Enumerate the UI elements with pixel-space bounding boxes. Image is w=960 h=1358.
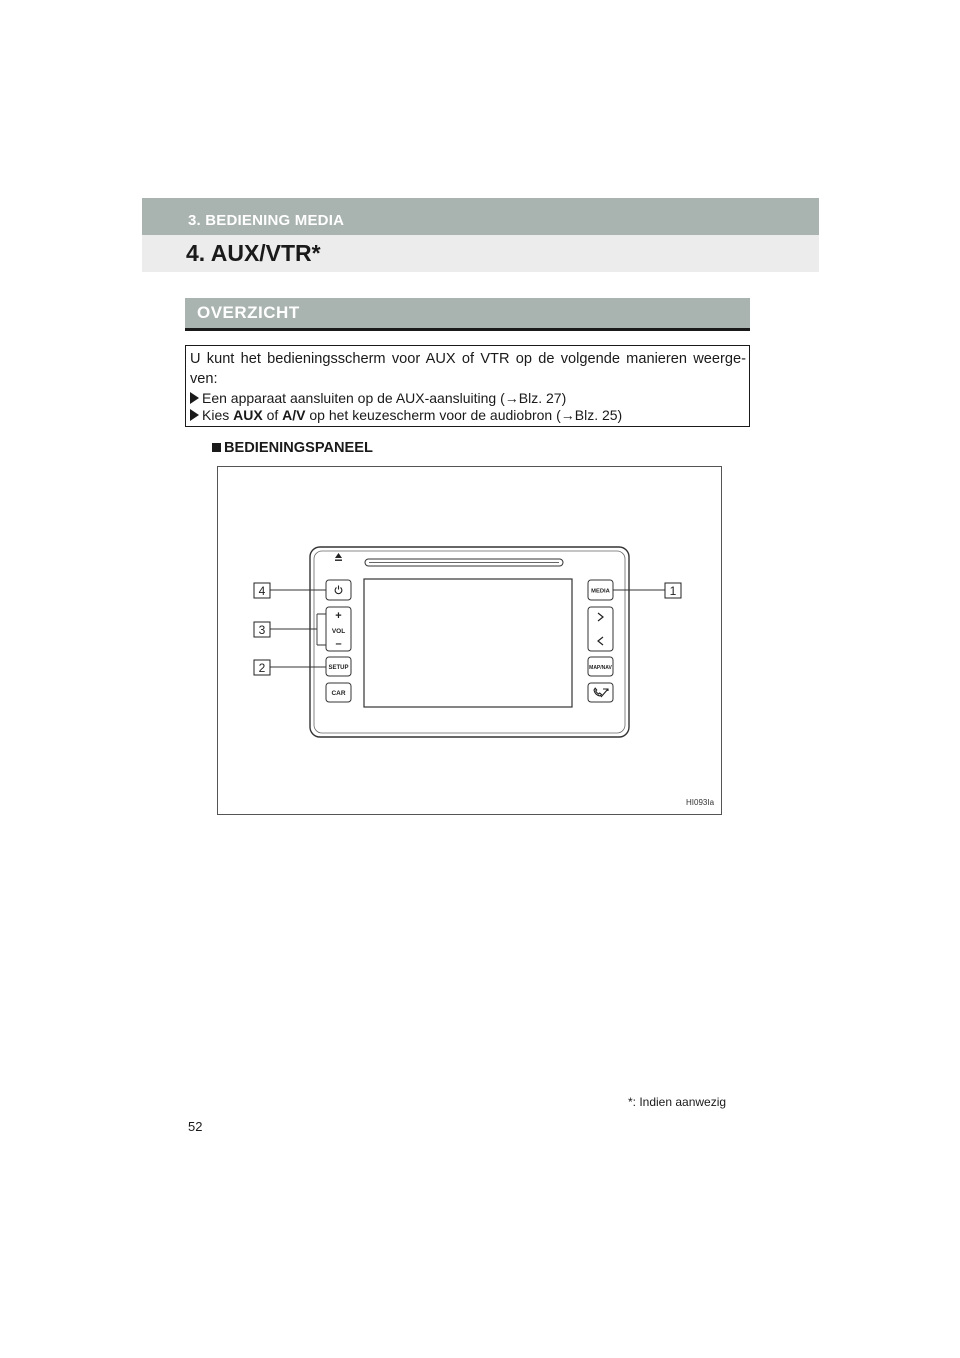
- section-header-bar: [142, 198, 819, 235]
- overview-intro: U kunt het bedieningsscherm voor AUX of VTR op de volgende manieren weerge-ven:: [190, 351, 746, 387]
- overview-bullet-2: [190, 407, 622, 424]
- control-panel-figure: [217, 466, 722, 815]
- bullet-2-text-mid: of: [262, 407, 283, 423]
- bullet-2-text-pre: Kies: [202, 407, 234, 423]
- callout-3-label: 3: [258, 623, 266, 637]
- overview-heading-bar: [185, 298, 750, 331]
- media-label: MEDIA: [591, 588, 610, 595]
- seek-rocker: [588, 607, 613, 651]
- map-nav-label: MAP/NAV: [589, 665, 612, 671]
- section-title: 3. BEDIENING MEDIA: [188, 212, 345, 229]
- overview-bullet-1: [190, 390, 566, 407]
- panel-heading: BEDIENINGSPANEEL: [224, 440, 373, 456]
- page-number: 52: [188, 1119, 203, 1134]
- triangle-bullet-icon: [190, 409, 199, 421]
- car-label: CAR: [331, 690, 346, 697]
- chapter-header-bar: [142, 235, 819, 272]
- setup-label: SETUP: [328, 665, 349, 671]
- vol-minus-label: –: [335, 638, 342, 650]
- figure-id: HI093Ia: [686, 798, 715, 807]
- display-screen: [364, 579, 572, 707]
- control-panel-illustration: [218, 467, 721, 814]
- callout-2-label: 2: [258, 661, 266, 675]
- power-button: [326, 580, 351, 600]
- phone-button: [588, 683, 613, 702]
- chapter-title: 4. AUX/VTR*: [186, 240, 321, 266]
- overview-heading: OVERZICHT: [197, 303, 300, 322]
- callout-4-label: 4: [258, 584, 266, 598]
- bullet-2-bold-aux: AUX: [233, 407, 263, 423]
- vol-label: VOL: [331, 628, 346, 635]
- triangle-bullet-icon: [190, 392, 199, 404]
- bullet-2-text-post: op het keuzescherm voor de audiobron (→Blz. 25): [305, 407, 623, 423]
- overview-box: [185, 345, 750, 427]
- bullet-2-bold-av: A/V: [282, 407, 306, 423]
- footnote: *: Indien aanwezig: [628, 1095, 727, 1109]
- vol-plus-label: +: [335, 610, 342, 622]
- callout-1-label: 1: [669, 584, 677, 598]
- subheading-square-icon: [212, 443, 221, 452]
- bullet-1-text: Een apparaat aansluiten op de AUX-aansluiting (→Blz. 27): [202, 390, 567, 406]
